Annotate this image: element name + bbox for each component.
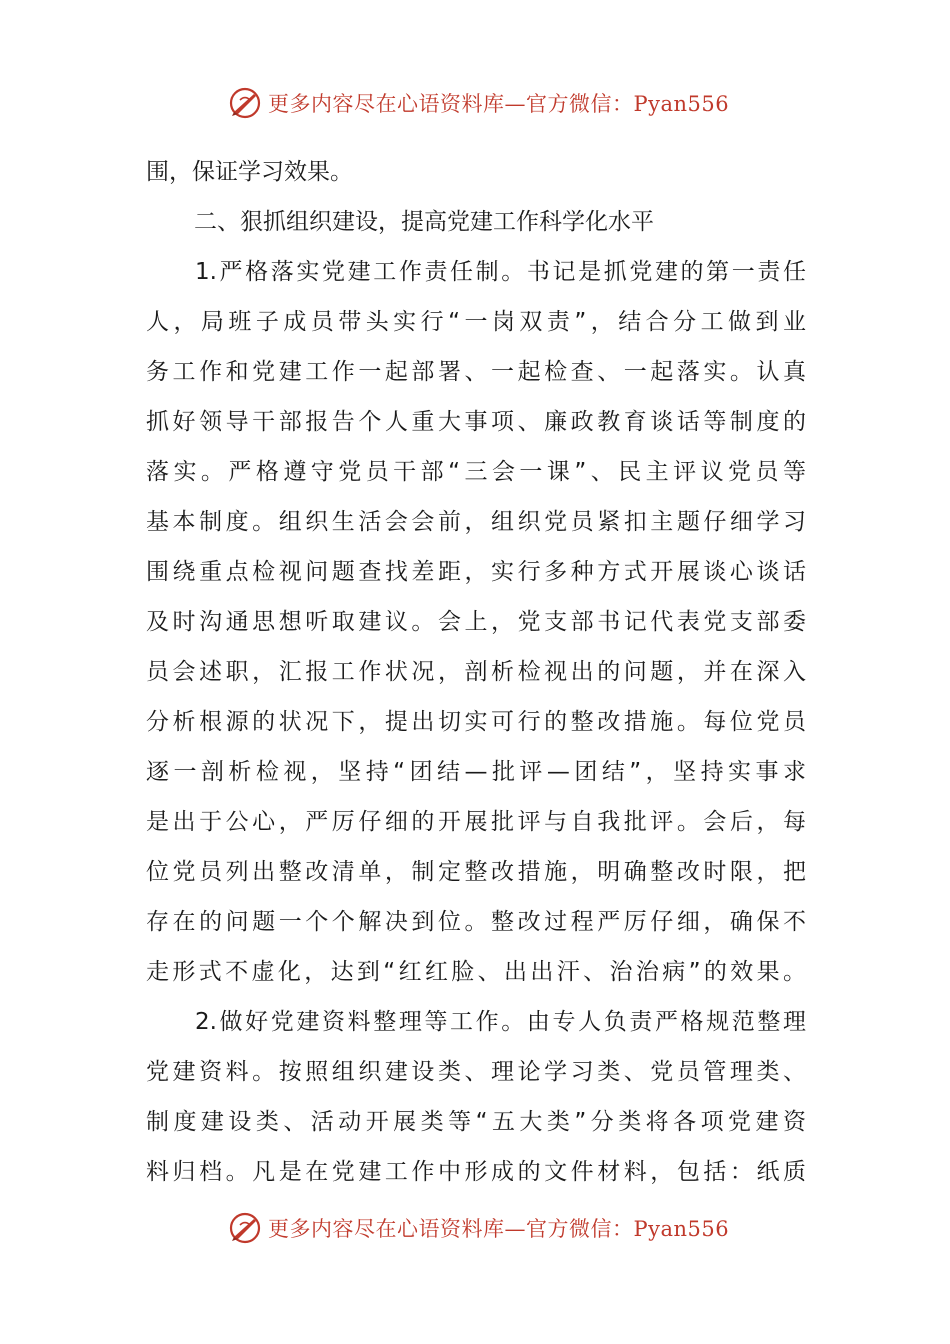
text-line: 2.做好党建资料整理等工作。由专人负责严格规范整理	[195, 1009, 806, 1035]
footer-watermark-banner	[228, 1208, 748, 1248]
header-watermark-banner	[228, 83, 748, 123]
text-line: 走形式不虚化，达到“红红脸、出出汗、治治病”的效果。	[146, 959, 806, 985]
header-banner-text: 更多内容尽在心语资料库—官方微信：Pyan556	[268, 92, 730, 116]
text-line: 位党员列出整改清单，制定整改措施，明确整改时限，把	[146, 859, 806, 885]
text-line: 1.严格落实党建工作责任制。书记是抓党建的第一责任	[195, 259, 806, 285]
text-line: 逐一剖析检视，坚持“团结—批评—团结”，坚持实事求	[146, 759, 806, 785]
text-line: 员会述职，汇报工作状况，剖析检视出的问题，并在深入	[146, 659, 806, 685]
text-line: 及时沟通思想听取建议。会上，党支部书记代表党支部委	[146, 609, 806, 635]
section-heading: 二、狠抓组织建设，提高党建工作科学化水平	[194, 209, 654, 235]
text-line: 落实。严格遵守党员干部“三会一课”、民主评议党员等	[146, 459, 806, 485]
pen-logo-icon	[228, 86, 262, 120]
text-line: 围绕重点检视问题查找差距，实行多种方式开展谈心谈话	[146, 559, 806, 585]
text-line: 抓好领导干部报告个人重大事项、廉政教育谈话等制度的	[146, 409, 806, 435]
text-line: 务工作和党建工作一起部署、一起检查、一起落实。认真	[146, 359, 806, 385]
text-line: 分析根源的状况下，提出切实可行的整改措施。每位党员	[146, 709, 806, 735]
text-line: 是出于公心，严厉仔细的开展批评与自我批评。会后，每	[146, 809, 806, 835]
text-line: 人，局班子成员带头实行“一岗双责”，结合分工做到业	[146, 309, 806, 335]
pen-logo-icon	[228, 1211, 262, 1245]
text-line: 党建资料。按照组织建设类、理论学习类、党员管理类、	[146, 1059, 806, 1085]
text-line: 围，保证学习效果。	[146, 159, 353, 185]
text-line: 存在的问题一个个解决到位。整改过程严厉仔细，确保不	[146, 909, 806, 935]
footer-banner-text: 更多内容尽在心语资料库—官方微信：Pyan556	[268, 1217, 730, 1241]
document-body	[146, 147, 806, 1197]
text-line: 基本制度。组织生活会会前，组织党员紧扣主题仔细学习	[146, 509, 806, 535]
text-line: 料归档。凡是在党建工作中形成的文件材料，包括：纸质	[146, 1159, 806, 1185]
text-line: 制度建设类、活动开展类等“五大类”分类将各项党建资	[146, 1109, 806, 1135]
